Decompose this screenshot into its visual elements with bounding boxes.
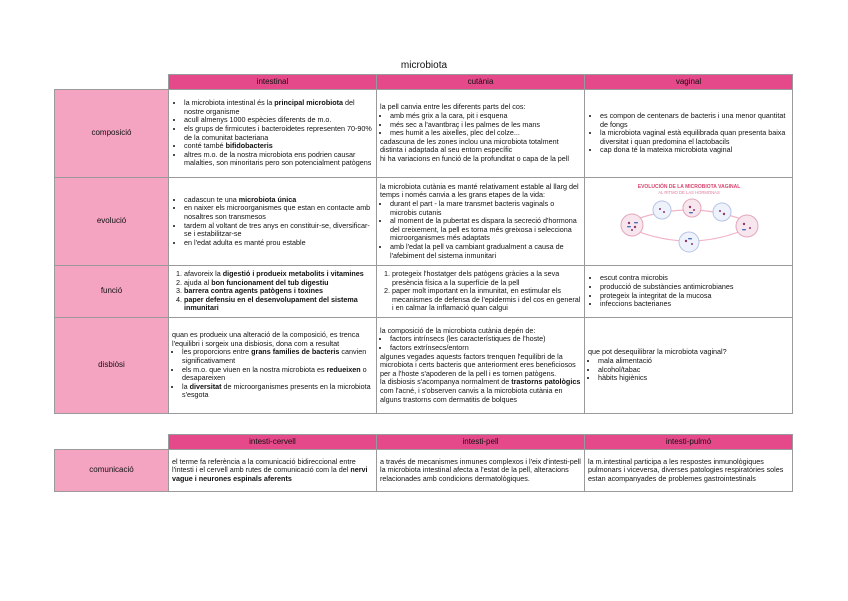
- list-item: • en l'edat adulta es manté prou estable: [184, 239, 373, 248]
- infographic-subtitle: AL RITMO DE LAS HORMONAS: [657, 189, 720, 195]
- list-item: 1. afavoreix la digestió i produeix metabolits i vitamines: [184, 270, 373, 279]
- header-intesti-pell: intesti-pell: [377, 435, 585, 450]
- paragraph: que pot desequilibrar la microbiota vaginal?: [588, 347, 727, 357]
- communication-table: [54, 434, 793, 492]
- infographic-image: [604, 182, 774, 262]
- list-item: • es compon de centenars de bacteris i una menor quantitat de fongs: [600, 112, 789, 129]
- stage-circle: [713, 203, 731, 221]
- row-label-composicio: composició: [55, 90, 169, 178]
- list-item: • factors extrínsecs/entorn: [390, 344, 581, 353]
- cell-disbiosi-vaginal: [585, 318, 793, 414]
- paragraph: cadascuna de les zones inclou una microbiota totalment distinta i adaptada al seu entorn específic: [380, 136, 559, 155]
- cell-composicio-cutania: [377, 90, 585, 178]
- row-evolucio: [55, 178, 793, 266]
- row-comunicacio: [55, 450, 793, 492]
- bullet-list: [588, 112, 789, 155]
- list-item: • més sec a l'avantbraç i les palmes de les mans: [390, 121, 581, 130]
- row-label-comunicacio: comunicació: [55, 450, 169, 492]
- cell-evolucio-intestinal: [169, 178, 377, 266]
- header-vaginal: vaginal: [585, 75, 793, 90]
- bullet-list: [380, 112, 581, 138]
- list-item: • altres m.o. de la nostra microbiota ens podrien causar malalties, son minoritaris pero son potencialment patògens: [184, 151, 373, 168]
- row-label-funcio: funció: [55, 266, 169, 318]
- list-item: 4. paper defensiu en el desenvolupament del sistema inmunitari: [184, 296, 373, 313]
- stage-circle: [621, 214, 643, 236]
- list-item: • les proporcions entre grans families de bacteris canvien significativament: [182, 348, 373, 365]
- list-item: • cadascun te una microbiota única: [184, 196, 373, 205]
- stage-circle: [653, 201, 671, 219]
- list-item: • hàbits higiènics: [598, 374, 789, 383]
- cell-evolucio-cutania: [377, 178, 585, 266]
- cell-intesti-pulmo: la m.intestinal participa a les respostes inmunològiques pulmonars i viceversa, diverses patologies respiratòries soles estan acompanyades de problemes gastrointestinals: [585, 450, 793, 492]
- list-item: • infeccions bacterianes: [600, 300, 789, 309]
- list-item: 1. protegeix l'hostatger dels patògens gràcies a la seva presència física a la superfície de la pell: [392, 270, 581, 287]
- paragraph: quan es produeix una alteració de la composició, es trenca l'equilibri i sorgeix una disbiosis, dona com a resultat: [172, 330, 360, 348]
- cell-intesti-pell: a través de mecanismes inmunes complexos i l'eix d'intesti-pell la microbiota intestinal afecta a l'estat de la pell, alteracions relacionades amb condicions dermatològiques.: [377, 450, 585, 492]
- list-item: 2. paper molt important en la inmunitat, en estimular els mecanismes de defensa de l'epidermis i del cos en general i en calmar la inflamació quan calgui: [392, 287, 581, 313]
- list-item: • producció de substàncies antimicrobianes: [600, 283, 789, 292]
- bullet-list: [380, 335, 581, 352]
- cell-intesti-cervell: el terme fa referència a la comunicació bidireccional entre l'intesti i el cervell amb rutes de comunicació com la del nervi vague i neurones espinals aferents: [169, 450, 377, 492]
- stage-circle: [679, 232, 699, 252]
- cell-evolucio-vaginal: [585, 178, 793, 266]
- cell-composicio-vaginal: [585, 90, 793, 178]
- row-label-evolucio: evolució: [55, 178, 169, 266]
- stage-circle: [736, 215, 758, 237]
- list-item: • els grups de firmicutes i bacteroidetes representen 70-90% de la comunitat bacteriana: [184, 125, 373, 142]
- header-row: [55, 435, 793, 450]
- bullet-list: [588, 274, 789, 308]
- list-item: • mes humit a les aixelles, plec del colze...: [390, 129, 581, 138]
- list-item: • amb més grix a la cara, pit i esquena: [390, 112, 581, 121]
- paragraph: la pell canvia entre les diferents parts del cos:: [380, 102, 526, 112]
- row-disbiosi: [55, 318, 793, 414]
- vaginal-evolution-infographic: [588, 182, 789, 262]
- numbered-list: [172, 270, 373, 313]
- row-composicio: [55, 90, 793, 178]
- header-intestinal: intestinal: [169, 75, 377, 90]
- list-item: • cap dona té la mateixa microbiota vaginal: [600, 146, 789, 155]
- paragraph: hi ha variacions en funció de la profunditat o capa de la pell: [380, 153, 569, 163]
- list-item: • factors intrínsecs (les característiques de l'hoste): [390, 335, 581, 344]
- list-item: • alcohol/tabac: [598, 366, 789, 375]
- infographic-title: EVOLUCIÓN DE LA MICROBIOTA VAGINAL: [637, 183, 740, 190]
- list-item: • mala alimentació: [598, 357, 789, 366]
- header-row: [55, 75, 793, 90]
- numbered-list: [380, 270, 581, 313]
- list-item: • durant el part - la mare transmet bacteris vaginals o microbis cutanis: [390, 200, 581, 217]
- bullet-list: [172, 196, 373, 248]
- header-intesti-pulmo: intesti-pulmó: [585, 435, 793, 450]
- header-corner: [55, 75, 169, 90]
- row-funcio: [55, 266, 793, 318]
- list-item: • la microbiota intestinal és la principal microbiota del nostre organisme: [184, 99, 373, 116]
- list-item: 2. ajuda al bon funcionament del tub digestiu: [184, 279, 373, 288]
- header-corner: [55, 435, 169, 450]
- list-item: • conté també bifidobacteris: [184, 142, 373, 151]
- list-item: • tardem al voltant de tres anys en constituir-se, diversificar-se i estabilitzar-se: [184, 222, 373, 239]
- cell-disbiosi-intestinal: [169, 318, 377, 414]
- cell-funcio-vaginal: [585, 266, 793, 318]
- list-item: • protegeix la integritat de la mucosa: [600, 292, 789, 301]
- list-item: • la microbiota vaginal està equilibrada quan presenta baixa diversitat i quan predomina el lactobacils: [600, 129, 789, 146]
- cell-funcio-cutania: [377, 266, 585, 318]
- paragraph: la composició de la microbiota cutània depén de:: [380, 325, 536, 335]
- list-item: • en naixer els microorganismes que estan en contacte amb nosaltres son transmesos: [184, 204, 373, 221]
- header-cutania: cutània: [377, 75, 585, 90]
- list-item: • els m.o. que viuen en la nostra microbiota es redueixen o desapareixen: [182, 366, 373, 383]
- header-intesti-cervell: intesti-cervell: [169, 435, 377, 450]
- list-item: • acull almenys 1000 espècies diferents de m.o.: [184, 116, 373, 125]
- cell-disbiosi-cutania: [377, 318, 585, 414]
- paragraph: la microbiota cutània es manté relativament estable al llarg del temps i només canvia a les grans etapes de la vida:: [380, 181, 579, 200]
- row-label-disbiosi: disbiòsi: [55, 318, 169, 414]
- list-item: • la diversitat de microorganismes presents en la microbiota s'esgota: [182, 383, 373, 400]
- bullet-list: [588, 357, 789, 383]
- list-item: 3. barrera contra agents patògens i toxines: [184, 287, 373, 296]
- list-item: • al moment de la pubertat es dispara la secreció d'hormona del creixement, la pell es torna més greixosa i selecciona microorganismes més adaptats: [390, 217, 581, 243]
- paragraph: algunes vegades aquests factors trenquen l'equilibri de la microbiota i certs bacteris que anteriorment eres beneficiosos per a l'hoste s'apoderen de la pell i es tornen patògens.: [380, 351, 576, 378]
- bullet-list: [172, 99, 373, 168]
- list-item: • amb l'edat la pell va cambiant gradualment a causa de l'afebiment del sistema inmunitari: [390, 243, 581, 260]
- list-item: • escut contra microbis: [600, 274, 789, 283]
- bullet-list: [380, 200, 581, 260]
- microbiota-table: [54, 74, 793, 414]
- stage-circle: [683, 199, 701, 217]
- paragraph: la disbiosis s'acompanya normalment de trastorns patològics com l'acné, i s'observen canvis a la microbiota cutània en alguns trastorns com dermatitis de bolques: [380, 377, 581, 404]
- bullet-list: [172, 348, 373, 400]
- document-title: microbiota: [400, 60, 448, 71]
- cell-funcio-intestinal: [169, 266, 377, 318]
- cell-composicio-intestinal: [169, 90, 377, 178]
